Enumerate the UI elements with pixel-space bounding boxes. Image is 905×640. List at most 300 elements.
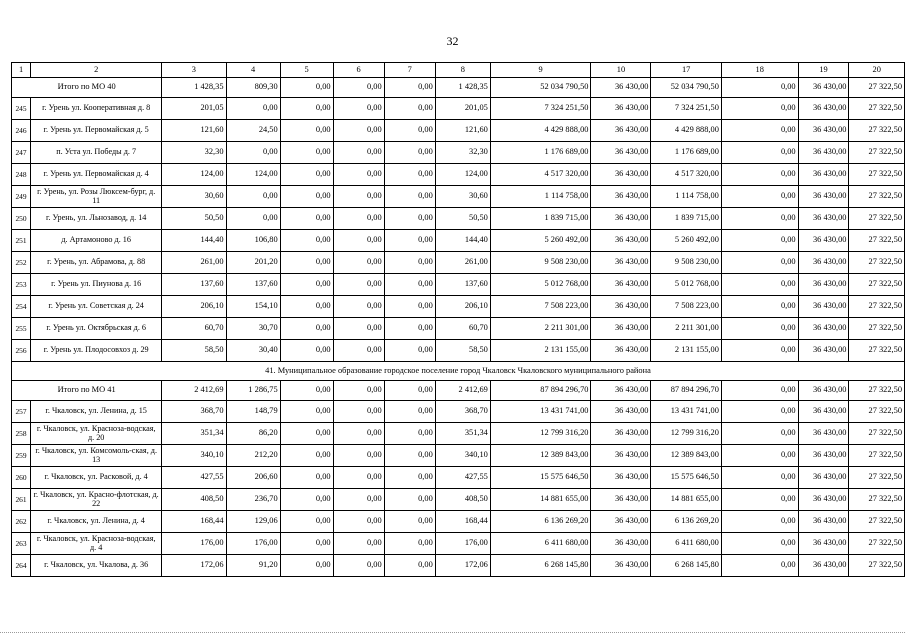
table-cell: 36 430,00 [591,186,651,208]
table-cell: 2 211 301,00 [651,318,721,340]
row-number: 252 [12,252,31,274]
table-cell: 0,00 [333,186,384,208]
row-address: г. Урень ул. Кооперативная д. 8 [31,98,162,120]
table-cell: 36 430,00 [591,533,651,555]
table-cell: 0,00 [384,340,435,362]
table-row [12,98,905,120]
total-cell: 0,00 [280,381,333,401]
table-cell: 0,00 [384,208,435,230]
table-row [12,120,905,142]
table-cell: 50,50 [162,208,226,230]
column-header: 18 [721,63,798,78]
table-row [12,164,905,186]
table-cell: 36 430,00 [591,555,651,577]
table-cell: 4 517 320,00 [490,164,591,186]
table-cell: 0,00 [721,142,798,164]
table-cell: 0,00 [721,120,798,142]
total-cell: 27 322,50 [849,381,905,401]
table-cell: 0,00 [384,533,435,555]
table-cell: 0,00 [333,467,384,489]
table-cell: 172,06 [162,555,226,577]
table-cell: 0,00 [384,274,435,296]
table-row [12,296,905,318]
table-cell: 0,00 [333,252,384,274]
table-cell: 36 430,00 [591,318,651,340]
table-cell: 0,00 [384,186,435,208]
total-cell: 87 894 296,70 [651,381,721,401]
table-cell: 0,00 [721,401,798,423]
table-cell: 27 322,50 [849,489,905,511]
table-cell: 408,50 [162,489,226,511]
table-cell: 12 799 316,20 [651,423,721,445]
table-cell: 2 131 155,00 [651,340,721,362]
row-address: г. Урень ул. Первомайская д. 5 [31,120,162,142]
table-cell: 261,00 [435,252,490,274]
table-cell: 13 431 741,00 [651,401,721,423]
table-cell: 0,00 [721,252,798,274]
table-cell: 0,00 [721,274,798,296]
table-cell: 0,00 [721,208,798,230]
table-cell: 2 131 155,00 [490,340,591,362]
table-cell: 1 839 715,00 [490,208,591,230]
total-cell: 87 894 296,70 [490,381,591,401]
total-label: Итого по МО 40 [12,78,162,98]
table-cell: 261,00 [162,252,226,274]
table-cell: 0,00 [384,423,435,445]
total-cell: 27 322,50 [849,78,905,98]
table-cell: 124,00 [435,164,490,186]
table-cell: 137,60 [435,274,490,296]
total-cell: 2 412,69 [435,381,490,401]
row-address: г. Урень ул. Советская д. 24 [31,296,162,318]
table-cell: 36 430,00 [798,423,849,445]
page-number: 32 [446,34,459,48]
table-cell: 0,00 [384,467,435,489]
total-cell: 2 412,69 [162,381,226,401]
table-cell: 27 322,50 [849,511,905,533]
table-cell: 12 799 316,20 [490,423,591,445]
table-cell: 36 430,00 [591,164,651,186]
table-cell: 201,20 [226,252,280,274]
table-cell: 32,30 [162,142,226,164]
table-cell: 206,10 [162,296,226,318]
table-cell: 340,10 [162,445,226,467]
table-cell: 124,00 [226,164,280,186]
table-cell: 36 430,00 [591,489,651,511]
row-number: 260 [12,467,31,489]
table-cell: 0,00 [333,511,384,533]
table-cell: 36 430,00 [798,340,849,362]
table-cell: 27 322,50 [849,120,905,142]
table-cell: 27 322,50 [849,252,905,274]
table-cell: 27 322,50 [849,555,905,577]
table-cell: 121,60 [435,120,490,142]
table-cell: 201,05 [435,98,490,120]
table-cell: 0,00 [333,142,384,164]
row-address: г. Урень ул. Пиунова д. 16 [31,274,162,296]
table-cell: 36 430,00 [591,98,651,120]
table-cell: 0,00 [226,98,280,120]
table-cell: 36 430,00 [591,423,651,445]
row-number: 259 [12,445,31,467]
row-number: 245 [12,98,31,120]
total-cell: 36 430,00 [798,381,849,401]
column-header: 5 [280,63,333,78]
table-cell: 0,00 [384,489,435,511]
table-cell: 27 322,50 [849,533,905,555]
table-cell: 206,10 [435,296,490,318]
table-cell: 36 430,00 [798,274,849,296]
table-cell: 36 430,00 [591,274,651,296]
table-cell: 14 881 655,00 [490,489,591,511]
table-cell: 30,60 [435,186,490,208]
table-cell: 27 322,50 [849,318,905,340]
table-cell: 176,00 [435,533,490,555]
table-row [12,274,905,296]
table-cell: 86,20 [226,423,280,445]
table-cell: 5 012 768,00 [651,274,721,296]
row-address: г. Чкаловск, ул. Чкалова, д. 36 [31,555,162,577]
table-cell: 176,00 [226,533,280,555]
column-header: 7 [384,63,435,78]
table-cell: 0,00 [333,98,384,120]
table-cell: 0,00 [280,98,333,120]
row-address: г. Чкаловск, ул. Красноза-водская, д. 4 [31,533,162,555]
row-number: 249 [12,186,31,208]
table-cell: 0,00 [333,340,384,362]
data-table [11,62,905,577]
table-cell: 6 268 145,80 [490,555,591,577]
table-cell: 0,00 [280,252,333,274]
row-number: 264 [12,555,31,577]
table-cell: 36 430,00 [591,467,651,489]
table-cell: 0,00 [280,489,333,511]
table-cell: 36 430,00 [798,230,849,252]
table-cell: 168,44 [435,511,490,533]
table-cell: 0,00 [280,274,333,296]
table-cell: 0,00 [280,164,333,186]
table-cell: 2 211 301,00 [490,318,591,340]
table-row [12,252,905,274]
table-cell: 36 430,00 [591,230,651,252]
table-row [12,186,905,208]
table-cell: 0,00 [280,445,333,467]
table-cell: 1 176 689,00 [651,142,721,164]
table-cell: 0,00 [333,120,384,142]
table-cell: 0,00 [333,230,384,252]
table-cell: 36 430,00 [798,186,849,208]
table-row [12,230,905,252]
row-address: г. Чкаловск, ул. Ленина, д. 15 [31,401,162,423]
table-cell: 36 430,00 [591,511,651,533]
table-cell: 27 322,50 [849,208,905,230]
row-address: г. Урень ул. Октябрьская д. 6 [31,318,162,340]
table-cell: 206,60 [226,467,280,489]
table-cell: 15 575 646,50 [490,467,591,489]
table-cell: 6 411 680,00 [490,533,591,555]
table-cell: 36 430,00 [591,142,651,164]
table-cell: 6 268 145,80 [651,555,721,577]
total-cell: 52 034 790,50 [651,78,721,98]
table-cell: 0,00 [721,555,798,577]
table-cell: 351,34 [162,423,226,445]
total-cell: 0,00 [333,381,384,401]
table-cell: 27 322,50 [849,142,905,164]
table-cell: 0,00 [721,296,798,318]
table-cell: 12 389 843,00 [490,445,591,467]
table-cell: 0,00 [280,555,333,577]
table-cell: 0,00 [280,120,333,142]
table-cell: 30,60 [162,186,226,208]
table-cell: 36 430,00 [798,208,849,230]
total-cell: 0,00 [384,78,435,98]
table-cell: 27 322,50 [849,230,905,252]
table-cell: 154,10 [226,296,280,318]
row-number: 254 [12,296,31,318]
table-cell: 30,70 [226,318,280,340]
table-cell: 13 431 741,00 [490,401,591,423]
row-number: 246 [12,120,31,142]
table-cell: 0,00 [384,120,435,142]
table-cell: 0,00 [280,296,333,318]
table-cell: 6 136 269,20 [651,511,721,533]
table-cell: 0,00 [384,164,435,186]
table-cell: 0,00 [384,445,435,467]
row-address: г. Чкаловск, ул. Комсомоль-ская, д. 13 [31,445,162,467]
row-number: 258 [12,423,31,445]
table-cell: 27 322,50 [849,340,905,362]
total-row [12,381,905,401]
page-bottom-edge [0,632,905,633]
table-cell: 27 322,50 [849,423,905,445]
table-cell: 36 430,00 [798,142,849,164]
table-cell: 148,79 [226,401,280,423]
table-cell: 32,30 [435,142,490,164]
table-row [12,340,905,362]
table-cell: 27 322,50 [849,164,905,186]
table-cell: 0,00 [280,467,333,489]
table-cell: 0,00 [333,423,384,445]
table-cell: 58,50 [162,340,226,362]
table-cell: 0,00 [333,445,384,467]
table-cell: 36 430,00 [591,208,651,230]
header-row [12,63,905,78]
table-cell: 1 839 715,00 [651,208,721,230]
table-cell: 0,00 [384,555,435,577]
table-cell: 36 430,00 [798,98,849,120]
table-row [12,467,905,489]
column-header: 8 [435,63,490,78]
table-cell: 6 136 269,20 [490,511,591,533]
table-cell: 24,50 [226,120,280,142]
table-cell: 0,00 [721,423,798,445]
table-cell: 36 430,00 [591,252,651,274]
table-cell: 0,00 [721,164,798,186]
column-header: 3 [162,63,226,78]
row-address: г. Чкаловск, ул. Ленина, д. 4 [31,511,162,533]
table-cell: 0,00 [280,511,333,533]
column-header: 20 [849,63,905,78]
total-cell: 0,00 [280,78,333,98]
row-number: 257 [12,401,31,423]
table-cell: 236,70 [226,489,280,511]
table-cell: 9 508 230,00 [651,252,721,274]
total-cell: 0,00 [721,381,798,401]
table-cell: 36 430,00 [798,164,849,186]
table-cell: 212,20 [226,445,280,467]
table-cell: 0,00 [280,208,333,230]
table-cell: 4 517 320,00 [651,164,721,186]
table-cell: 0,00 [721,489,798,511]
table-cell: 0,00 [280,230,333,252]
table-cell: 1 114 758,00 [490,186,591,208]
table-cell: 0,00 [721,230,798,252]
table-row [12,423,905,445]
table-cell: 60,70 [435,318,490,340]
table-cell: 36 430,00 [798,445,849,467]
table-row [12,445,905,467]
table-cell: 0,00 [721,511,798,533]
table-cell: 0,00 [280,186,333,208]
table-row [12,401,905,423]
table-cell: 0,00 [721,186,798,208]
table-cell: 0,00 [280,401,333,423]
table-cell: 27 322,50 [849,467,905,489]
table-cell: 408,50 [435,489,490,511]
table-cell: 0,00 [333,555,384,577]
column-header: 9 [490,63,591,78]
total-cell: 809,30 [226,78,280,98]
table-cell: 0,00 [280,142,333,164]
table-cell: 36 430,00 [798,555,849,577]
total-cell: 52 034 790,50 [490,78,591,98]
table-cell: 36 430,00 [798,401,849,423]
row-address: г. Урень, ул. Льнозавод, д. 14 [31,208,162,230]
row-number: 262 [12,511,31,533]
total-cell: 0,00 [333,78,384,98]
table-cell: 50,50 [435,208,490,230]
table-cell: 0,00 [721,533,798,555]
table-cell: 12 389 843,00 [651,445,721,467]
table-cell: 36 430,00 [798,296,849,318]
table-cell: 0,00 [384,142,435,164]
table-cell: 1 114 758,00 [651,186,721,208]
table-cell: 121,60 [162,120,226,142]
table-cell: 4 429 888,00 [490,120,591,142]
table-cell: 144,40 [162,230,226,252]
table-cell: 351,34 [435,423,490,445]
table-cell: 0,00 [721,467,798,489]
table-row [12,142,905,164]
table-cell: 7 508 223,00 [651,296,721,318]
row-number: 255 [12,318,31,340]
table-cell: 36 430,00 [798,467,849,489]
table-cell: 30,40 [226,340,280,362]
table-cell: 201,05 [162,98,226,120]
table-cell: 0,00 [333,401,384,423]
table-cell: 0,00 [280,533,333,555]
table-cell: 36 430,00 [591,445,651,467]
table-cell: 27 322,50 [849,186,905,208]
table-cell: 36 430,00 [798,120,849,142]
table-row [12,511,905,533]
table-cell: 368,70 [162,401,226,423]
table-row [12,318,905,340]
table-cell: 368,70 [435,401,490,423]
table-cell: 129,06 [226,511,280,533]
table-cell: 0,00 [226,208,280,230]
table-cell: 27 322,50 [849,98,905,120]
table-cell: 0,00 [384,296,435,318]
table-cell: 14 881 655,00 [651,489,721,511]
row-number: 251 [12,230,31,252]
table-cell: 0,00 [280,340,333,362]
table-cell: 0,00 [721,445,798,467]
table-cell: 36 430,00 [798,252,849,274]
table-cell: 5 260 492,00 [490,230,591,252]
column-header: 10 [591,63,651,78]
table-cell: 0,00 [721,318,798,340]
table-cell: 27 322,50 [849,401,905,423]
table-row [12,533,905,555]
total-cell: 0,00 [384,381,435,401]
table-cell: 36 430,00 [591,296,651,318]
table-cell: 0,00 [333,533,384,555]
total-cell: 36 430,00 [591,78,651,98]
total-cell: 36 430,00 [798,78,849,98]
row-number: 248 [12,164,31,186]
table-cell: 0,00 [384,252,435,274]
table-cell: 60,70 [162,318,226,340]
table-cell: 7 508 223,00 [490,296,591,318]
table-cell: 124,00 [162,164,226,186]
total-row [12,78,905,98]
table-cell: 91,20 [226,555,280,577]
row-address: д. Артамоново д. 16 [31,230,162,252]
row-address: г. Урень ул. Плодосовхоз д. 29 [31,340,162,362]
table-cell: 4 429 888,00 [651,120,721,142]
table-cell: 144,40 [435,230,490,252]
table-cell: 172,06 [435,555,490,577]
row-address: г. Чкаловск, ул. Расковой, д. 4 [31,467,162,489]
table-cell: 15 575 646,50 [651,467,721,489]
total-cell: 36 430,00 [591,381,651,401]
table-cell: 5 012 768,00 [490,274,591,296]
row-number: 250 [12,208,31,230]
table-cell: 0,00 [333,296,384,318]
table-cell: 0,00 [384,230,435,252]
table-cell: 1 176 689,00 [490,142,591,164]
table-row [12,208,905,230]
column-header: 6 [333,63,384,78]
table-cell: 106,80 [226,230,280,252]
table-cell: 6 411 680,00 [651,533,721,555]
table-cell: 36 430,00 [798,318,849,340]
table-cell: 0,00 [226,142,280,164]
table-cell: 36 430,00 [591,401,651,423]
table-cell: 137,60 [162,274,226,296]
table-cell: 36 430,00 [798,511,849,533]
row-address: п. Уста ул. Победы д. 7 [31,142,162,164]
table-cell: 0,00 [384,401,435,423]
total-cell: 1 286,75 [226,381,280,401]
table-cell: 36 430,00 [591,120,651,142]
column-header: 17 [651,63,721,78]
table-cell: 0,00 [721,98,798,120]
table-cell: 0,00 [333,274,384,296]
column-header: 1 [12,63,31,78]
column-header: 2 [31,63,162,78]
